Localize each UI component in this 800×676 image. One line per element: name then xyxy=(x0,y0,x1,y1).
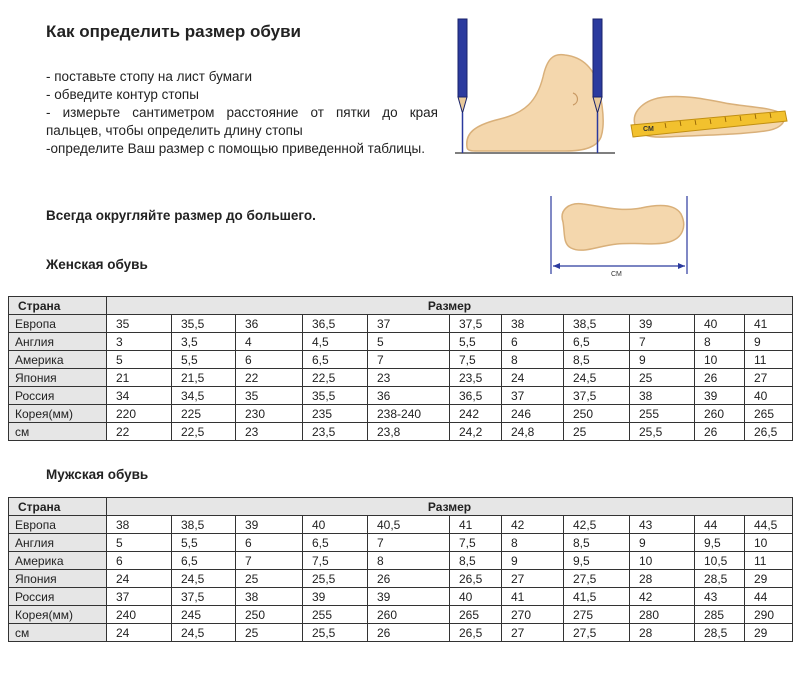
size-cell: 38,5 xyxy=(564,315,630,333)
country-cell: Англия xyxy=(9,534,107,552)
size-cell: 5 xyxy=(107,534,172,552)
tape-label: СМ xyxy=(643,126,654,133)
size-cell: 22,5 xyxy=(303,369,368,387)
country-cell: Япония xyxy=(9,570,107,588)
table-row xyxy=(9,369,793,387)
size-cell: 7 xyxy=(236,552,303,570)
size-cell: 255 xyxy=(303,606,368,624)
size-cell: 6 xyxy=(236,351,303,369)
size-cell: 9 xyxy=(502,552,564,570)
size-cell: 43 xyxy=(695,588,745,606)
table-row xyxy=(9,624,793,642)
width-label: СМ xyxy=(611,271,622,278)
size-cell: 6,5 xyxy=(172,552,236,570)
size-cell: 7,5 xyxy=(450,534,502,552)
size-cell: 5,5 xyxy=(450,333,502,351)
size-cell: 36,5 xyxy=(303,315,368,333)
table-row xyxy=(9,423,793,441)
size-cell: 235 xyxy=(303,405,368,423)
size-cell: 42,5 xyxy=(564,516,630,534)
instruction-step: - обведите контур стопы xyxy=(46,87,199,102)
size-cell: 9,5 xyxy=(695,534,745,552)
size-cell: 6 xyxy=(107,552,172,570)
country-cell: Америка xyxy=(9,351,107,369)
foot-side-icon xyxy=(467,55,603,151)
table-row xyxy=(9,516,793,534)
rounding-note: Всегда округляйте размер до большего. xyxy=(46,208,316,223)
table-header-row xyxy=(9,498,793,516)
size-cell: 35 xyxy=(236,387,303,405)
size-cell: 40 xyxy=(303,516,368,534)
foot-measure-illustration xyxy=(455,15,615,160)
size-cell: 37 xyxy=(368,315,450,333)
table-header-row xyxy=(9,297,793,315)
size-cell: 25 xyxy=(236,570,303,588)
size-cell: 38,5 xyxy=(172,516,236,534)
size-cell: 40 xyxy=(695,315,745,333)
size-cell: 28,5 xyxy=(695,624,745,642)
size-cell: 25 xyxy=(630,369,695,387)
country-cell: Корея(мм) xyxy=(9,606,107,624)
size-cell: 40 xyxy=(745,387,793,405)
size-cell: 37,5 xyxy=(172,588,236,606)
size-cell: 230 xyxy=(236,405,303,423)
size-cell: 42 xyxy=(630,588,695,606)
size-cell: 250 xyxy=(236,606,303,624)
size-cell: 24,5 xyxy=(172,570,236,588)
table-row xyxy=(9,351,793,369)
size-cell: 37,5 xyxy=(450,315,502,333)
size-cell: 10 xyxy=(745,534,793,552)
size-cell: 11 xyxy=(745,552,793,570)
size-cell: 5,5 xyxy=(172,351,236,369)
size-cell: 27 xyxy=(502,624,564,642)
size-cell: 36 xyxy=(236,315,303,333)
size-cell: 22,5 xyxy=(172,423,236,441)
size-cell: 8,5 xyxy=(564,351,630,369)
size-cell: 10 xyxy=(695,351,745,369)
size-cell: 240 xyxy=(107,606,172,624)
women-size-table xyxy=(8,296,793,441)
size-cell: 8 xyxy=(502,351,564,369)
size-cell: 21,5 xyxy=(172,369,236,387)
size-cell: 27 xyxy=(502,570,564,588)
size-cell: 43 xyxy=(630,516,695,534)
pencil-left-icon xyxy=(458,19,467,153)
size-cell: 26 xyxy=(368,570,450,588)
foot-outline-illustration xyxy=(545,192,695,282)
size-cell: 39 xyxy=(630,315,695,333)
size-cell: 23,5 xyxy=(303,423,368,441)
size-cell: 26,5 xyxy=(745,423,793,441)
size-cell: 23 xyxy=(368,369,450,387)
size-cell: 38 xyxy=(236,588,303,606)
size-cell: 4,5 xyxy=(303,333,368,351)
women-section-title: Женская обувь xyxy=(46,257,148,272)
size-cell: 22 xyxy=(236,369,303,387)
size-cell: 5 xyxy=(368,333,450,351)
men-section-title: Мужская обувь xyxy=(46,467,149,482)
size-cell: 38 xyxy=(502,315,564,333)
foot-outline-icon xyxy=(562,204,684,250)
size-cell: 24,2 xyxy=(450,423,502,441)
size-cell: 39 xyxy=(236,516,303,534)
size-cell: 7 xyxy=(630,333,695,351)
size-cell: 36 xyxy=(368,387,450,405)
size-cell: 44 xyxy=(745,588,793,606)
instruction-step: -определите Ваш размер с помощью приведенной таблицы. xyxy=(46,141,425,156)
size-cell: 24 xyxy=(107,570,172,588)
header-country: Страна xyxy=(9,498,107,516)
size-cell: 250 xyxy=(564,405,630,423)
header-size: Размер xyxy=(107,297,793,315)
country-cell: Россия xyxy=(9,588,107,606)
size-cell: 7 xyxy=(368,351,450,369)
size-cell: 270 xyxy=(502,606,564,624)
header-country: Страна xyxy=(9,297,107,315)
size-cell: 24,8 xyxy=(502,423,564,441)
size-cell: 23 xyxy=(236,423,303,441)
size-cell: 40,5 xyxy=(368,516,450,534)
size-cell: 44,5 xyxy=(745,516,793,534)
size-cell: 34,5 xyxy=(172,387,236,405)
size-cell: 6,5 xyxy=(303,534,368,552)
instruction-step: - поставьте стопу на лист бумаги xyxy=(46,69,253,84)
size-cell: 5,5 xyxy=(172,534,236,552)
size-cell: 245 xyxy=(172,606,236,624)
size-cell: 23,8 xyxy=(368,423,450,441)
size-cell: 23,5 xyxy=(450,369,502,387)
size-cell: 35,5 xyxy=(303,387,368,405)
size-cell: 290 xyxy=(745,606,793,624)
size-cell: 6 xyxy=(236,534,303,552)
size-cell: 37 xyxy=(107,588,172,606)
size-cell: 8,5 xyxy=(450,552,502,570)
table-row xyxy=(9,534,793,552)
header-size: Размер xyxy=(107,498,793,516)
size-cell: 265 xyxy=(450,606,502,624)
country-cell: Америка xyxy=(9,552,107,570)
size-cell: 24 xyxy=(502,369,564,387)
size-cell: 25,5 xyxy=(303,570,368,588)
table-row xyxy=(9,405,793,423)
size-cell: 44 xyxy=(695,516,745,534)
size-cell: 26 xyxy=(695,369,745,387)
size-cell: 285 xyxy=(695,606,745,624)
size-cell: 8 xyxy=(502,534,564,552)
table-row xyxy=(9,570,793,588)
size-cell: 8,5 xyxy=(564,534,630,552)
size-cell: 37 xyxy=(502,387,564,405)
size-cell: 225 xyxy=(172,405,236,423)
instruction-step: - измерьте сантиметром расстояние от пятки до края пальцев, чтобы определить длину стопы xyxy=(46,105,438,138)
table-row xyxy=(9,606,793,624)
size-cell: 36,5 xyxy=(450,387,502,405)
size-cell: 25 xyxy=(236,624,303,642)
instructions-list xyxy=(46,68,438,158)
size-cell: 39 xyxy=(368,588,450,606)
size-cell: 38 xyxy=(107,516,172,534)
size-cell: 27,5 xyxy=(564,570,630,588)
size-cell: 7 xyxy=(368,534,450,552)
size-cell: 28,5 xyxy=(695,570,745,588)
size-cell: 41 xyxy=(450,516,502,534)
country-cell: Россия xyxy=(9,387,107,405)
size-cell: 9,5 xyxy=(564,552,630,570)
table-row xyxy=(9,315,793,333)
size-cell: 275 xyxy=(564,606,630,624)
size-cell: 24,5 xyxy=(172,624,236,642)
size-cell: 9 xyxy=(630,351,695,369)
size-cell: 39 xyxy=(695,387,745,405)
size-cell: 260 xyxy=(368,606,450,624)
size-cell: 24 xyxy=(107,624,172,642)
country-cell: Англия xyxy=(9,333,107,351)
size-cell: 10,5 xyxy=(695,552,745,570)
size-cell: 265 xyxy=(745,405,793,423)
size-cell: 280 xyxy=(630,606,695,624)
size-cell: 29 xyxy=(745,624,793,642)
size-cell: 9 xyxy=(630,534,695,552)
foot-tape-illustration xyxy=(625,85,790,150)
size-cell: 255 xyxy=(630,405,695,423)
table-row xyxy=(9,588,793,606)
size-cell: 27 xyxy=(745,369,793,387)
men-size-table xyxy=(8,497,793,642)
size-cell: 35 xyxy=(107,315,172,333)
country-cell: Европа xyxy=(9,315,107,333)
size-cell: 27,5 xyxy=(564,624,630,642)
size-cell: 26 xyxy=(368,624,450,642)
size-cell: 39 xyxy=(303,588,368,606)
size-cell: 7,5 xyxy=(303,552,368,570)
size-cell: 25 xyxy=(564,423,630,441)
size-cell: 28 xyxy=(630,570,695,588)
size-cell: 10 xyxy=(630,552,695,570)
size-cell: 28 xyxy=(630,624,695,642)
size-cell: 21 xyxy=(107,369,172,387)
country-cell: Корея(мм) xyxy=(9,405,107,423)
size-cell: 26,5 xyxy=(450,624,502,642)
size-cell: 220 xyxy=(107,405,172,423)
size-cell: 34 xyxy=(107,387,172,405)
size-cell: 3,5 xyxy=(172,333,236,351)
size-cell: 25,5 xyxy=(303,624,368,642)
size-cell: 37,5 xyxy=(564,387,630,405)
table-row xyxy=(9,387,793,405)
size-cell: 8 xyxy=(368,552,450,570)
size-cell: 7,5 xyxy=(450,351,502,369)
size-cell: 41,5 xyxy=(564,588,630,606)
size-cell: 35,5 xyxy=(172,315,236,333)
size-cell: 3 xyxy=(107,333,172,351)
size-cell: 238-240 xyxy=(368,405,450,423)
size-cell: 8 xyxy=(695,333,745,351)
size-cell: 41 xyxy=(502,588,564,606)
size-cell: 242 xyxy=(450,405,502,423)
page-title: Как определить размер обуви xyxy=(46,22,301,41)
size-cell: 5 xyxy=(107,351,172,369)
size-cell: 26 xyxy=(695,423,745,441)
country-cell: см xyxy=(9,423,107,441)
size-cell: 6 xyxy=(502,333,564,351)
table-row xyxy=(9,333,793,351)
country-cell: Европа xyxy=(9,516,107,534)
size-cell: 38 xyxy=(630,387,695,405)
size-cell: 11 xyxy=(745,351,793,369)
size-cell: 24,5 xyxy=(564,369,630,387)
country-cell: Япония xyxy=(9,369,107,387)
size-cell: 41 xyxy=(745,315,793,333)
size-cell: 26,5 xyxy=(450,570,502,588)
country-cell: см xyxy=(9,624,107,642)
size-cell: 260 xyxy=(695,405,745,423)
size-cell: 22 xyxy=(107,423,172,441)
size-cell: 40 xyxy=(450,588,502,606)
size-cell: 4 xyxy=(236,333,303,351)
size-cell: 42 xyxy=(502,516,564,534)
size-cell: 25,5 xyxy=(630,423,695,441)
table-row xyxy=(9,552,793,570)
size-cell: 29 xyxy=(745,570,793,588)
size-cell: 6,5 xyxy=(303,351,368,369)
size-cell: 246 xyxy=(502,405,564,423)
size-cell: 6,5 xyxy=(564,333,630,351)
size-cell: 9 xyxy=(745,333,793,351)
